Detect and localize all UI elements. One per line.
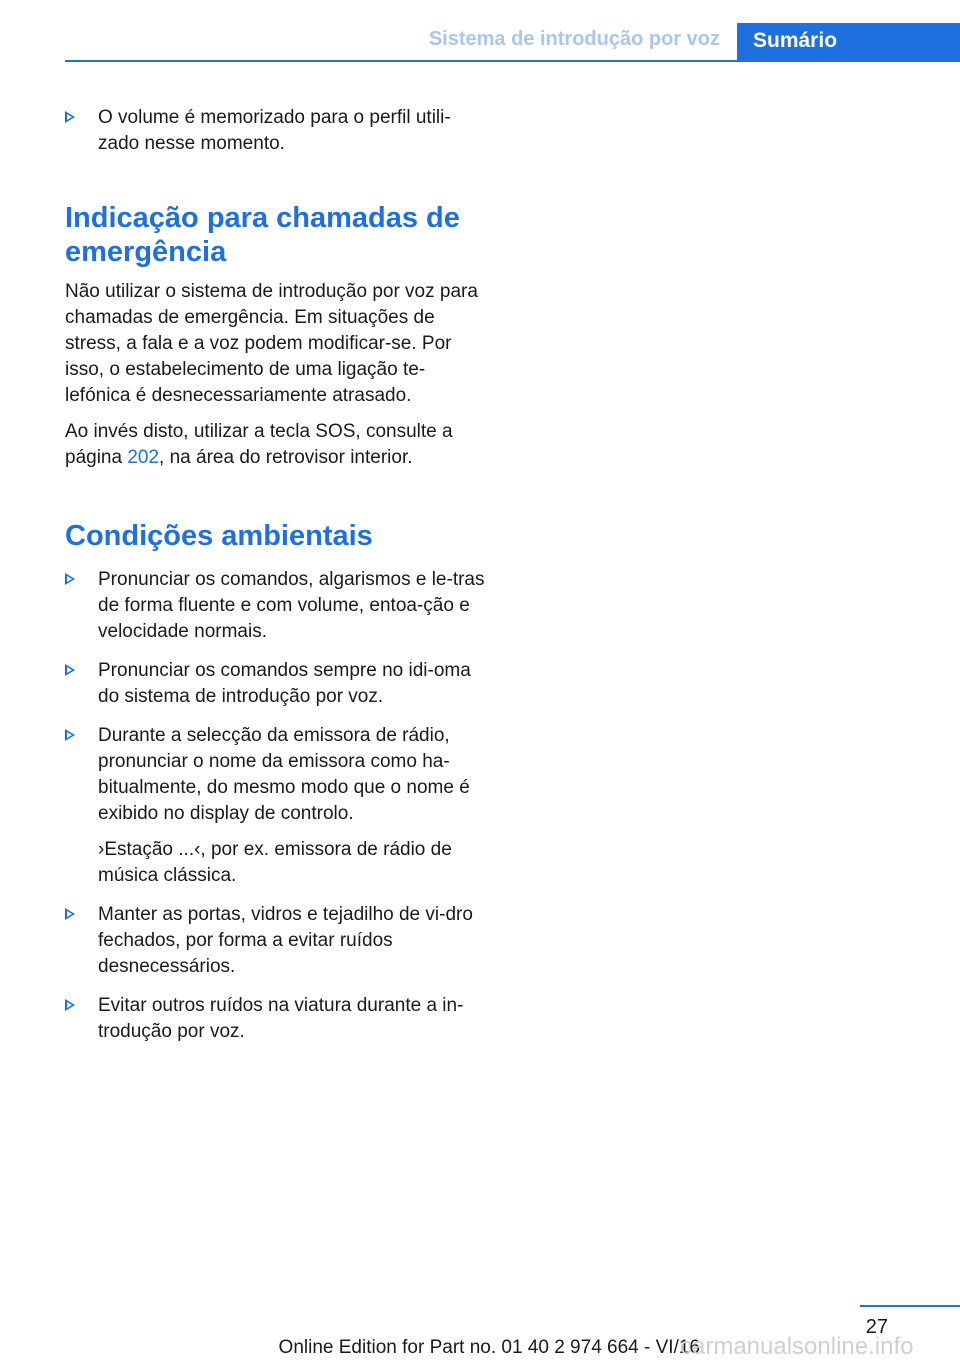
emergency-sos-paragraph <box>65 419 485 471</box>
triangle-bullet-icon <box>65 908 75 920</box>
conditions-heading: Condições ambientais <box>65 520 373 552</box>
paragraph-text: , na área do retrovisor interior. <box>159 447 413 468</box>
page-number: 27 <box>865 1316 888 1338</box>
footer-rule <box>860 1305 960 1307</box>
station-example: ›Estação ...‹, por ex. emissora de rádio de música clássica. <box>98 839 452 886</box>
list-item <box>65 902 485 980</box>
triangle-bullet-icon <box>65 664 75 676</box>
bullet-text: Evitar outros ruídos na viatura durante a in‐trodução por voz. <box>98 995 464 1042</box>
list-item <box>65 105 485 157</box>
triangle-bullet-icon <box>65 999 75 1011</box>
watermark: carmanualsonline.info <box>680 1333 914 1360</box>
page-content <box>65 105 485 1058</box>
bullet-text: Pronunciar os comandos, algarismos e le‐tras de forma fluente e com volume, entoa‐ção e velocidade normais. <box>98 569 485 642</box>
header-rule <box>65 60 960 62</box>
header-tab-summary[interactable]: Sumário <box>737 23 960 62</box>
bullet-text: Pronunciar os comandos sempre no idi‐oma do sistema de introdução por voz. <box>98 660 471 707</box>
bullet-text: Manter as portas, vidros e tejadilho de vi‐dro fechados, por forma a evitar ruídos desnecessários. <box>98 904 473 977</box>
page-link[interactable]: 202 <box>127 447 160 468</box>
list-item <box>65 723 485 889</box>
header-section-title[interactable]: Sistema de introdução por voz <box>428 28 720 50</box>
emergency-paragraph: Não utilizar o sistema de introdução por voz para chamadas de emergência. Em situações de stress, a fala e a voz podem modificar-se. Por isso, o estabelecimento de uma ligação te‐lefónica é desnecessariamente atrasado. <box>65 281 478 406</box>
triangle-bullet-icon <box>65 729 75 741</box>
edition-note: Online Edition for Part no. 01 40 2 974 664 - VI/16 <box>278 1337 700 1358</box>
bullet-text: Durante a selecção da emissora de rádio, pronunciar o nome da emissora como ha‐bitualmente, do mesmo modo que o nome é exibido no display de controlo. <box>98 725 470 824</box>
bullet-text: O volume é memorizado para o perfil utili‐zado nesse momento. <box>98 107 451 154</box>
triangle-bullet-icon <box>65 573 75 585</box>
triangle-bullet-icon <box>65 111 75 123</box>
list-item <box>65 658 485 710</box>
paragraph-text: Ao invés disto, utilizar a tecla SOS, consulte a página <box>65 421 453 468</box>
list-item <box>65 567 485 645</box>
emergency-heading: Indicação para chamadas de emergência <box>65 202 460 268</box>
list-item <box>65 993 485 1045</box>
